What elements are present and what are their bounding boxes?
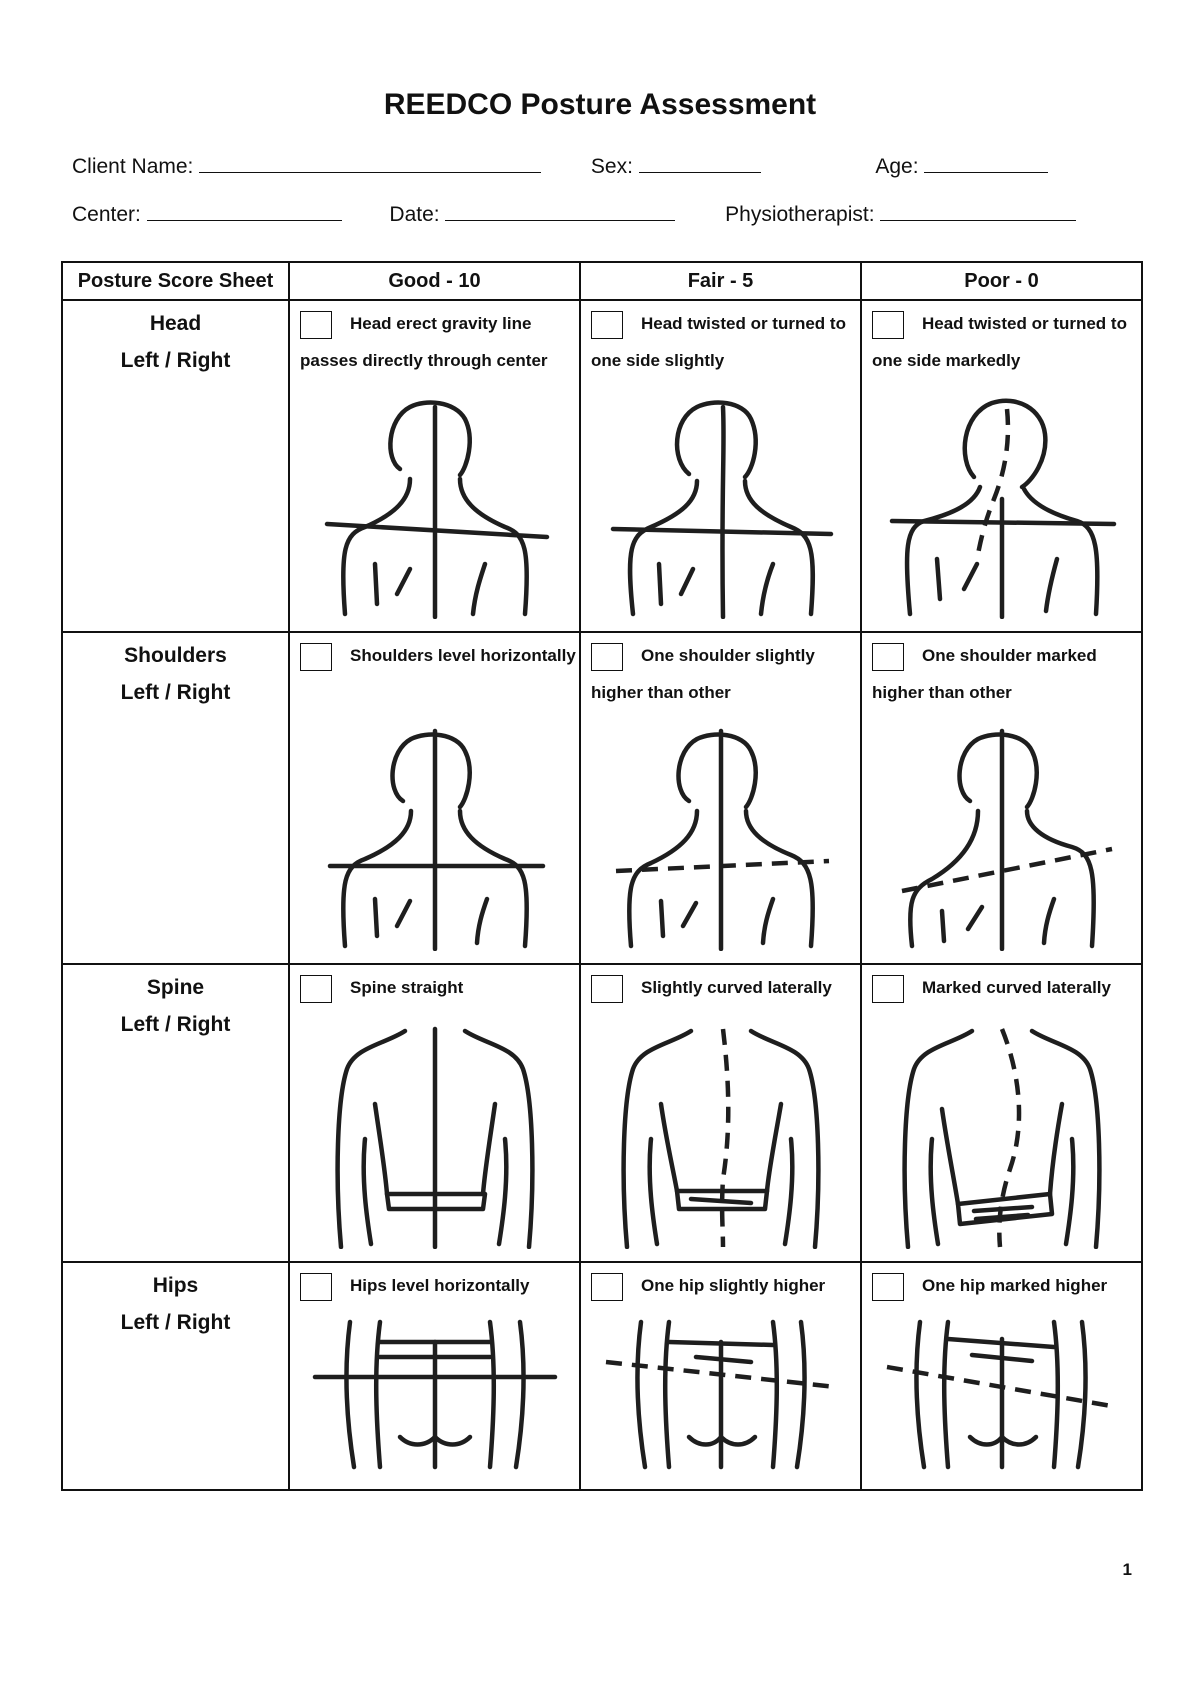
date-label: Date: xyxy=(389,203,440,226)
side-label: Left / Right xyxy=(120,1013,231,1036)
spine-poor-illustration xyxy=(892,1019,1112,1249)
client-name-label: Client Name: xyxy=(72,155,194,178)
table-header-row xyxy=(62,262,1142,300)
checkbox-head-poor[interactable] xyxy=(872,311,904,339)
cell-shoulders-good xyxy=(289,632,580,964)
hips-poor-illustration xyxy=(882,1317,1122,1477)
cell-spine-poor xyxy=(861,964,1142,1262)
checkbox-spine-good[interactable] xyxy=(300,975,332,1003)
checkbox-shoulders-good[interactable] xyxy=(300,643,332,671)
row-label-hips xyxy=(62,1262,289,1490)
area-name: Head xyxy=(149,312,202,335)
desc-spine-good: Spine straight xyxy=(350,978,464,997)
sex-label: Sex: xyxy=(590,155,633,178)
client-name-field[interactable] xyxy=(199,152,541,173)
area-name: Shoulders xyxy=(124,644,227,667)
area-name: Hips xyxy=(152,1274,199,1297)
desc-head-poor: Head twisted or turned to one side markedly xyxy=(872,314,1127,370)
header-fair: Fair - 5 xyxy=(580,262,861,300)
row-label-head xyxy=(62,300,289,632)
area-name: Spine xyxy=(146,976,205,999)
physiotherapist-label: Physiotherapist: xyxy=(725,203,875,226)
side-label: Left / Right xyxy=(120,349,231,372)
center-label: Center: xyxy=(72,203,141,226)
desc-hips-fair: One hip slightly higher xyxy=(641,1276,826,1295)
cell-head-poor xyxy=(861,300,1142,632)
desc-shoulders-poor: One shoulder marked higher than other xyxy=(872,646,1097,702)
table-row-shoulders xyxy=(62,632,1142,964)
page-number: 1 xyxy=(1122,1560,1132,1579)
desc-shoulders-good: Shoulders level horizontally xyxy=(350,646,576,665)
spine-fair-illustration xyxy=(611,1019,831,1249)
center-field[interactable] xyxy=(147,200,342,221)
checkbox-head-fair[interactable] xyxy=(591,311,623,339)
cell-spine-good xyxy=(289,964,580,1262)
checkbox-hips-good[interactable] xyxy=(300,1273,332,1301)
table-row-head xyxy=(62,300,1142,632)
cell-hips-good xyxy=(289,1262,580,1490)
age-label: Age: xyxy=(875,155,919,178)
cell-head-fair xyxy=(580,300,861,632)
checkbox-head-good[interactable] xyxy=(300,311,332,339)
header-poor: Poor - 0 xyxy=(861,262,1142,300)
row-label-shoulders xyxy=(62,632,289,964)
cell-hips-fair xyxy=(580,1262,861,1490)
client-info-row-1 xyxy=(72,152,1048,179)
desc-shoulders-fair: One shoulder slightly higher than other xyxy=(591,646,815,702)
side-label: Left / Right xyxy=(120,681,231,704)
cell-shoulders-fair xyxy=(580,632,861,964)
posture-score-table xyxy=(61,261,1143,1491)
client-info-row-2 xyxy=(72,200,1076,227)
table-row-spine xyxy=(62,964,1142,1262)
shoulders-fair-illustration xyxy=(601,721,841,951)
head-fair-illustration xyxy=(601,389,841,619)
cell-head-good xyxy=(289,300,580,632)
desc-head-good: Head erect gravity line passes directly through center xyxy=(300,314,548,370)
desc-hips-good: Hips level horizontally xyxy=(350,1276,530,1295)
cell-spine-fair xyxy=(580,964,861,1262)
checkbox-hips-poor[interactable] xyxy=(872,1273,904,1301)
age-field[interactable] xyxy=(924,152,1048,173)
table-row-hips xyxy=(62,1262,1142,1490)
shoulders-good-illustration xyxy=(315,721,555,951)
sex-field[interactable] xyxy=(639,152,761,173)
head-good-illustration xyxy=(315,389,555,619)
physiotherapist-field[interactable] xyxy=(880,200,1076,221)
cell-hips-poor xyxy=(861,1262,1142,1490)
desc-hips-poor: One hip marked higher xyxy=(922,1276,1108,1295)
checkbox-spine-poor[interactable] xyxy=(872,975,904,1003)
date-field[interactable] xyxy=(445,200,675,221)
hips-good-illustration xyxy=(310,1317,560,1477)
checkbox-shoulders-poor[interactable] xyxy=(872,643,904,671)
spine-good-illustration xyxy=(325,1019,545,1249)
shoulders-poor-illustration xyxy=(882,721,1122,951)
side-label: Left / Right xyxy=(120,1311,231,1334)
header-posture-score-sheet: Posture Score Sheet xyxy=(62,262,289,300)
header-good: Good - 10 xyxy=(289,262,580,300)
desc-spine-poor: Marked curved laterally xyxy=(922,978,1111,997)
head-poor-illustration xyxy=(882,389,1122,619)
checkbox-spine-fair[interactable] xyxy=(591,975,623,1003)
hips-fair-illustration xyxy=(601,1317,841,1477)
desc-spine-fair: Slightly curved laterally xyxy=(641,978,832,997)
row-label-spine xyxy=(62,964,289,1262)
page-title: REEDCO Posture Assessment xyxy=(383,88,817,121)
desc-head-fair: Head twisted or turned to one side slightly xyxy=(591,314,846,370)
checkbox-hips-fair[interactable] xyxy=(591,1273,623,1301)
cell-shoulders-poor xyxy=(861,632,1142,964)
checkbox-shoulders-fair[interactable] xyxy=(591,643,623,671)
